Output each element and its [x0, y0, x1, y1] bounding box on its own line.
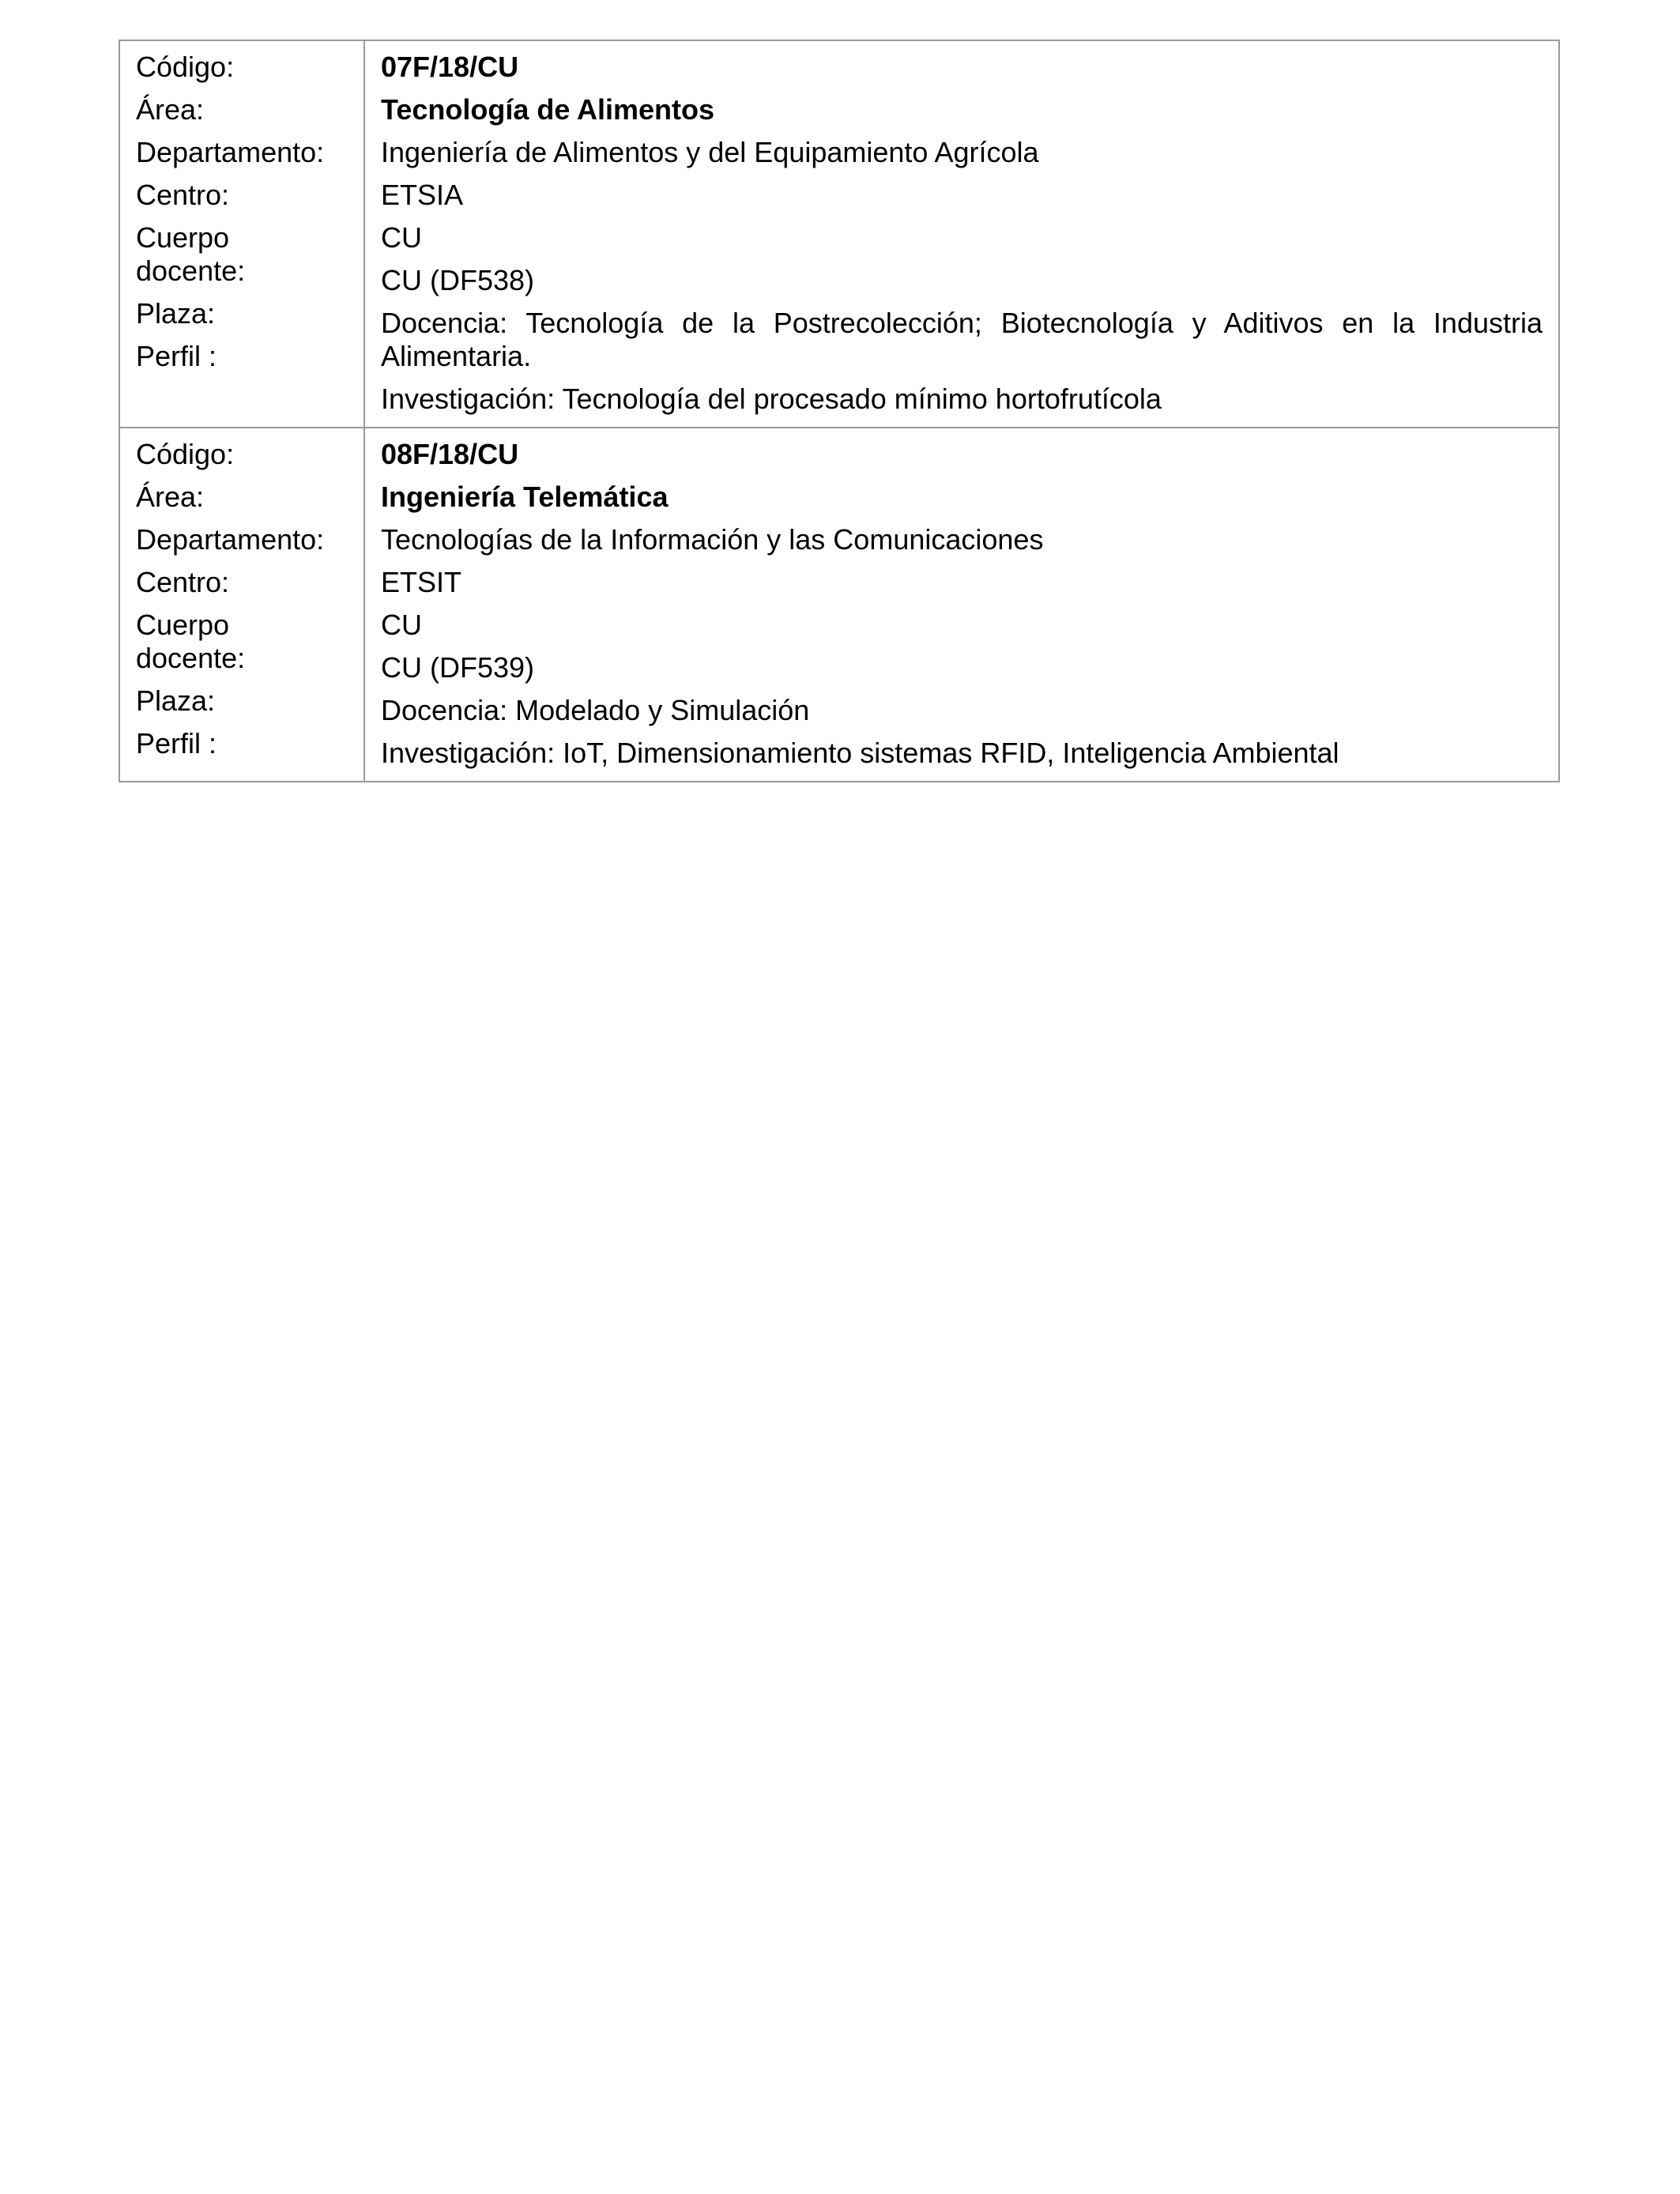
- label-centro: Centro:: [136, 566, 230, 598]
- value-codigo: 07F/18/CU: [381, 51, 519, 83]
- value-departamento: Ingeniería de Alimentos y del Equipamiento Agrícola: [381, 136, 1039, 168]
- label-cell: [119, 428, 364, 782]
- label-cuerpo-docente: Cuerpo docente:: [136, 221, 246, 287]
- label-codigo: Código:: [136, 438, 235, 470]
- label-plaza: Plaza:: [136, 297, 216, 330]
- value-cell: [364, 40, 1559, 428]
- value-perfil-investigacion: Investigación: Tecnología del procesado mínimo hortofrutícola: [381, 383, 1162, 415]
- value-plaza: CU (DF538): [381, 264, 535, 296]
- label-cell: [119, 40, 364, 428]
- plazas-table: [119, 40, 1560, 782]
- value-cuerpo-docente: CU: [381, 609, 422, 641]
- label-plaza: Plaza:: [136, 684, 216, 717]
- label-perfil: Perfil :: [136, 727, 217, 760]
- label-area: Área:: [136, 93, 205, 126]
- value-plaza: CU (DF539): [381, 651, 535, 684]
- label-perfil: Perfil :: [136, 340, 217, 372]
- value-perfil-investigacion: Investigación: IoT, Dimensionamiento sistemas RFID, Inteligencia Ambiental: [381, 737, 1339, 769]
- value-centro: ETSIT: [381, 566, 462, 598]
- label-departamento: Departamento:: [136, 136, 325, 168]
- label-area: Área:: [136, 481, 205, 513]
- value-perfil-docencia: Docencia: Tecnología de la Postrecolección; Biotecnología y Aditivos en la Industria Alimentaria.: [381, 307, 1543, 372]
- value-area: Ingeniería Telemática: [381, 481, 669, 513]
- value-cell: [364, 428, 1559, 782]
- table-row: [119, 428, 1559, 782]
- value-codigo: 08F/18/CU: [381, 438, 519, 470]
- value-cuerpo-docente: CU: [381, 221, 422, 254]
- document-page: [119, 40, 1558, 782]
- label-departamento: Departamento:: [136, 523, 325, 556]
- value-departamento: Tecnologías de la Información y las Comunicaciones: [381, 523, 1044, 556]
- value-perfil-docencia: Docencia: Modelado y Simulación: [381, 694, 810, 726]
- table-row: [119, 40, 1559, 428]
- label-codigo: Código:: [136, 51, 235, 83]
- label-cuerpo-docente: Cuerpo docente:: [136, 609, 246, 674]
- value-centro: ETSIA: [381, 179, 464, 211]
- value-area: Tecnología de Alimentos: [381, 93, 715, 126]
- label-centro: Centro:: [136, 179, 230, 211]
